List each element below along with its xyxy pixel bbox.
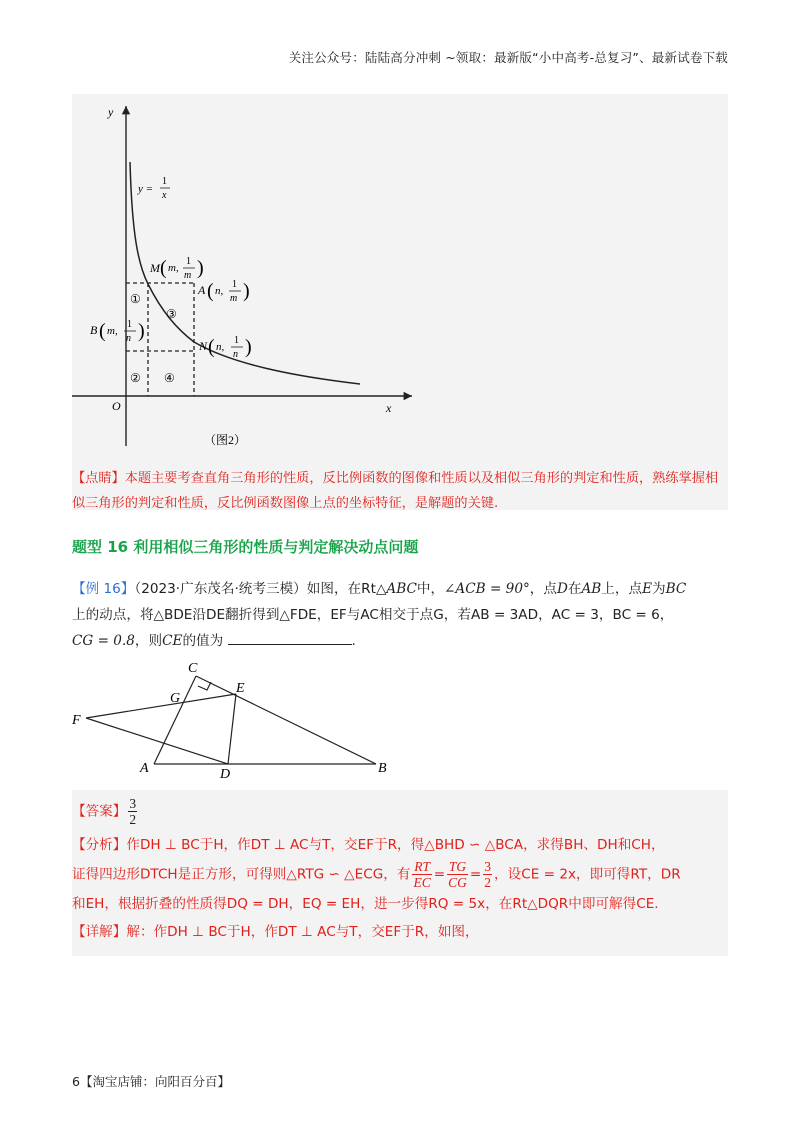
frac-num: TG — [448, 859, 467, 874]
point-b-label: B — [90, 323, 98, 337]
analysis-text-1: 作DH ⊥ BC于H，作DT ⊥ AC与T，交EF于R，得△BHD ∽ △BCA，求得BH、DH和CH， — [126, 837, 665, 853]
region-3-label: ③ — [166, 307, 177, 321]
segment-de-line — [228, 694, 236, 764]
origin-label: O — [112, 399, 121, 413]
point-m-paren-close: ) — [197, 257, 204, 279]
point-m-label: M — [150, 261, 160, 275]
answer-den: 2 — [129, 812, 137, 827]
figure-caption: （图2） — [204, 433, 247, 447]
rt-text: Rt — [361, 581, 376, 597]
example-line-3 — [72, 628, 728, 654]
point-n-num: 1 — [234, 335, 239, 346]
y-axis-label: y — [108, 105, 114, 119]
reciprocal-function-graph — [72, 94, 432, 464]
point-a-paren: ( — [207, 280, 214, 302]
point-m-coord: m, — [168, 262, 179, 274]
point-n-coord: n, — [216, 341, 225, 353]
equals: = — [433, 866, 446, 883]
point-n-den: n — [233, 349, 238, 360]
curve-label-num: 1 — [162, 176, 167, 187]
cg-value: CG = 0.8 — [72, 633, 135, 649]
point-d: D — [556, 581, 568, 597]
segment-ac-line — [154, 676, 196, 764]
vertex-e: E — [236, 681, 245, 696]
triangle-abc: △ABC — [375, 581, 417, 597]
point-b-den: n — [126, 333, 131, 344]
key-point-text: 本题主要考查直角三角形的性质，反比例函数的图像和性质以及相似三角形的判定和性质，熟练掌握相似三角形的判定和性质，反比例函数图像上点的坐标特征，是解题的关键. — [72, 471, 719, 511]
curve-label: y = — [138, 183, 154, 195]
text-segment: 上，点 — [601, 581, 643, 597]
example-tag: 【例 16】 — [72, 581, 135, 597]
point-b-num: 1 — [127, 319, 132, 330]
ce-text: CE — [162, 633, 183, 649]
frac-den: CG — [448, 875, 467, 890]
point-a-coord: n, — [215, 285, 224, 297]
detail-line — [72, 918, 728, 946]
example-problem — [72, 576, 728, 654]
point-b-paren: ( — [99, 320, 106, 342]
example-source: （2023·广东茂名·统考三模）如图，在 — [134, 581, 362, 597]
frac-num: 3 — [484, 859, 492, 874]
text-segment: 中， — [416, 581, 445, 597]
example-line-2: 上的动点，将△BDE沿DE翻折得到△FDE，EF与AC相交于点G，若AB = 3AD，AC = 3，BC = 6， — [72, 607, 674, 623]
point-m-num: 1 — [186, 256, 191, 267]
key-point-note — [72, 466, 728, 516]
point-n-label: N — [199, 339, 208, 353]
analysis-text-2a: 证得四边形DTCH是正方形，可得则△RTG ∽ △ECG，有 — [72, 866, 411, 883]
answer-num: 3 — [129, 796, 137, 811]
point-e: E — [642, 581, 652, 597]
point-a-label: A — [198, 283, 206, 297]
analysis-tag: 【分析】 — [72, 837, 127, 853]
vertex-b: B — [378, 761, 387, 776]
analysis-text-2b: ，设CE = 2x，即可得RT，DR — [494, 866, 681, 883]
region-2-label: ② — [130, 371, 141, 385]
answer-fraction — [128, 796, 137, 827]
point-n-paren: ( — [208, 336, 215, 358]
point-m-paren: ( — [160, 257, 167, 279]
right-angle-mark — [198, 682, 211, 690]
section-heading: 题型 16 利用相似三角形的性质与判定解决动点问题 — [72, 538, 419, 556]
frac-num: RT — [414, 859, 430, 874]
point-b-coord: m, — [107, 325, 118, 337]
segment-cb-line — [196, 676, 376, 764]
analysis-line-1 — [72, 831, 728, 859]
solution-text — [72, 796, 728, 946]
segment-ab: AB — [581, 581, 602, 597]
text-segment: ，点 — [529, 581, 557, 597]
page-header: 关注公众号：陆陆高分冲刺 ~领取：最新版“小中高考-总复习”、最新试卷下载 — [288, 50, 728, 65]
answer-line — [72, 796, 728, 827]
point-m-den: m — [184, 270, 192, 281]
detail-text: 解：作DH ⊥ BC于H，作DT ⊥ AC与T，交EF于R，如图， — [126, 924, 479, 940]
text-segment: 的值为 — [182, 633, 224, 649]
vertex-a: A — [140, 761, 149, 776]
analysis-line-3: 和EH，根据折叠的性质得DQ = DH，EQ = EH，进一步得RQ = 5x，在Rt△DQR中即可解得CE. — [72, 896, 659, 912]
point-a-paren-close: ) — [243, 280, 250, 302]
segment-fe-line — [86, 694, 236, 718]
point-a-den: m — [230, 293, 238, 304]
answer-blank — [228, 630, 352, 645]
region-4-label: ④ — [164, 371, 175, 385]
answer-tag: 【答案】 — [72, 803, 127, 820]
key-point-tag: 【点睛】 — [72, 471, 125, 486]
fraction-3-2 — [483, 859, 492, 890]
fraction-tg-cg — [447, 859, 468, 890]
frac-den: EC — [413, 875, 431, 890]
equals: = — [469, 866, 482, 883]
point-n-paren-close: ) — [245, 336, 252, 358]
text-segment: 为 — [652, 581, 666, 597]
example-line-1 — [72, 576, 728, 602]
frac-den: 2 — [484, 875, 492, 890]
vertex-c: C — [188, 661, 198, 676]
text-segment: ，则 — [134, 633, 163, 649]
point-a-num: 1 — [232, 279, 237, 290]
triangle-figure — [72, 656, 402, 780]
page-footer: 6【淘宝店铺：向阳百分百】 — [72, 1074, 230, 1089]
curve-label-den: x — [162, 190, 167, 201]
vertex-d: D — [220, 767, 231, 780]
region-1-label: ① — [130, 292, 141, 306]
text-segment: 在 — [567, 581, 582, 597]
point-b-paren-close: ) — [138, 320, 145, 342]
vertex-g: G — [170, 691, 181, 706]
detail-tag: 【详解】 — [72, 924, 127, 940]
x-axis-label: x — [386, 401, 392, 415]
angle-acb: ∠ACB = 90° — [444, 581, 530, 597]
segment-bc: BC — [665, 581, 687, 597]
period: . — [351, 633, 356, 649]
fraction-rt-ec — [412, 859, 431, 890]
analysis-line-2 — [72, 859, 728, 890]
vertex-f: F — [72, 713, 81, 728]
